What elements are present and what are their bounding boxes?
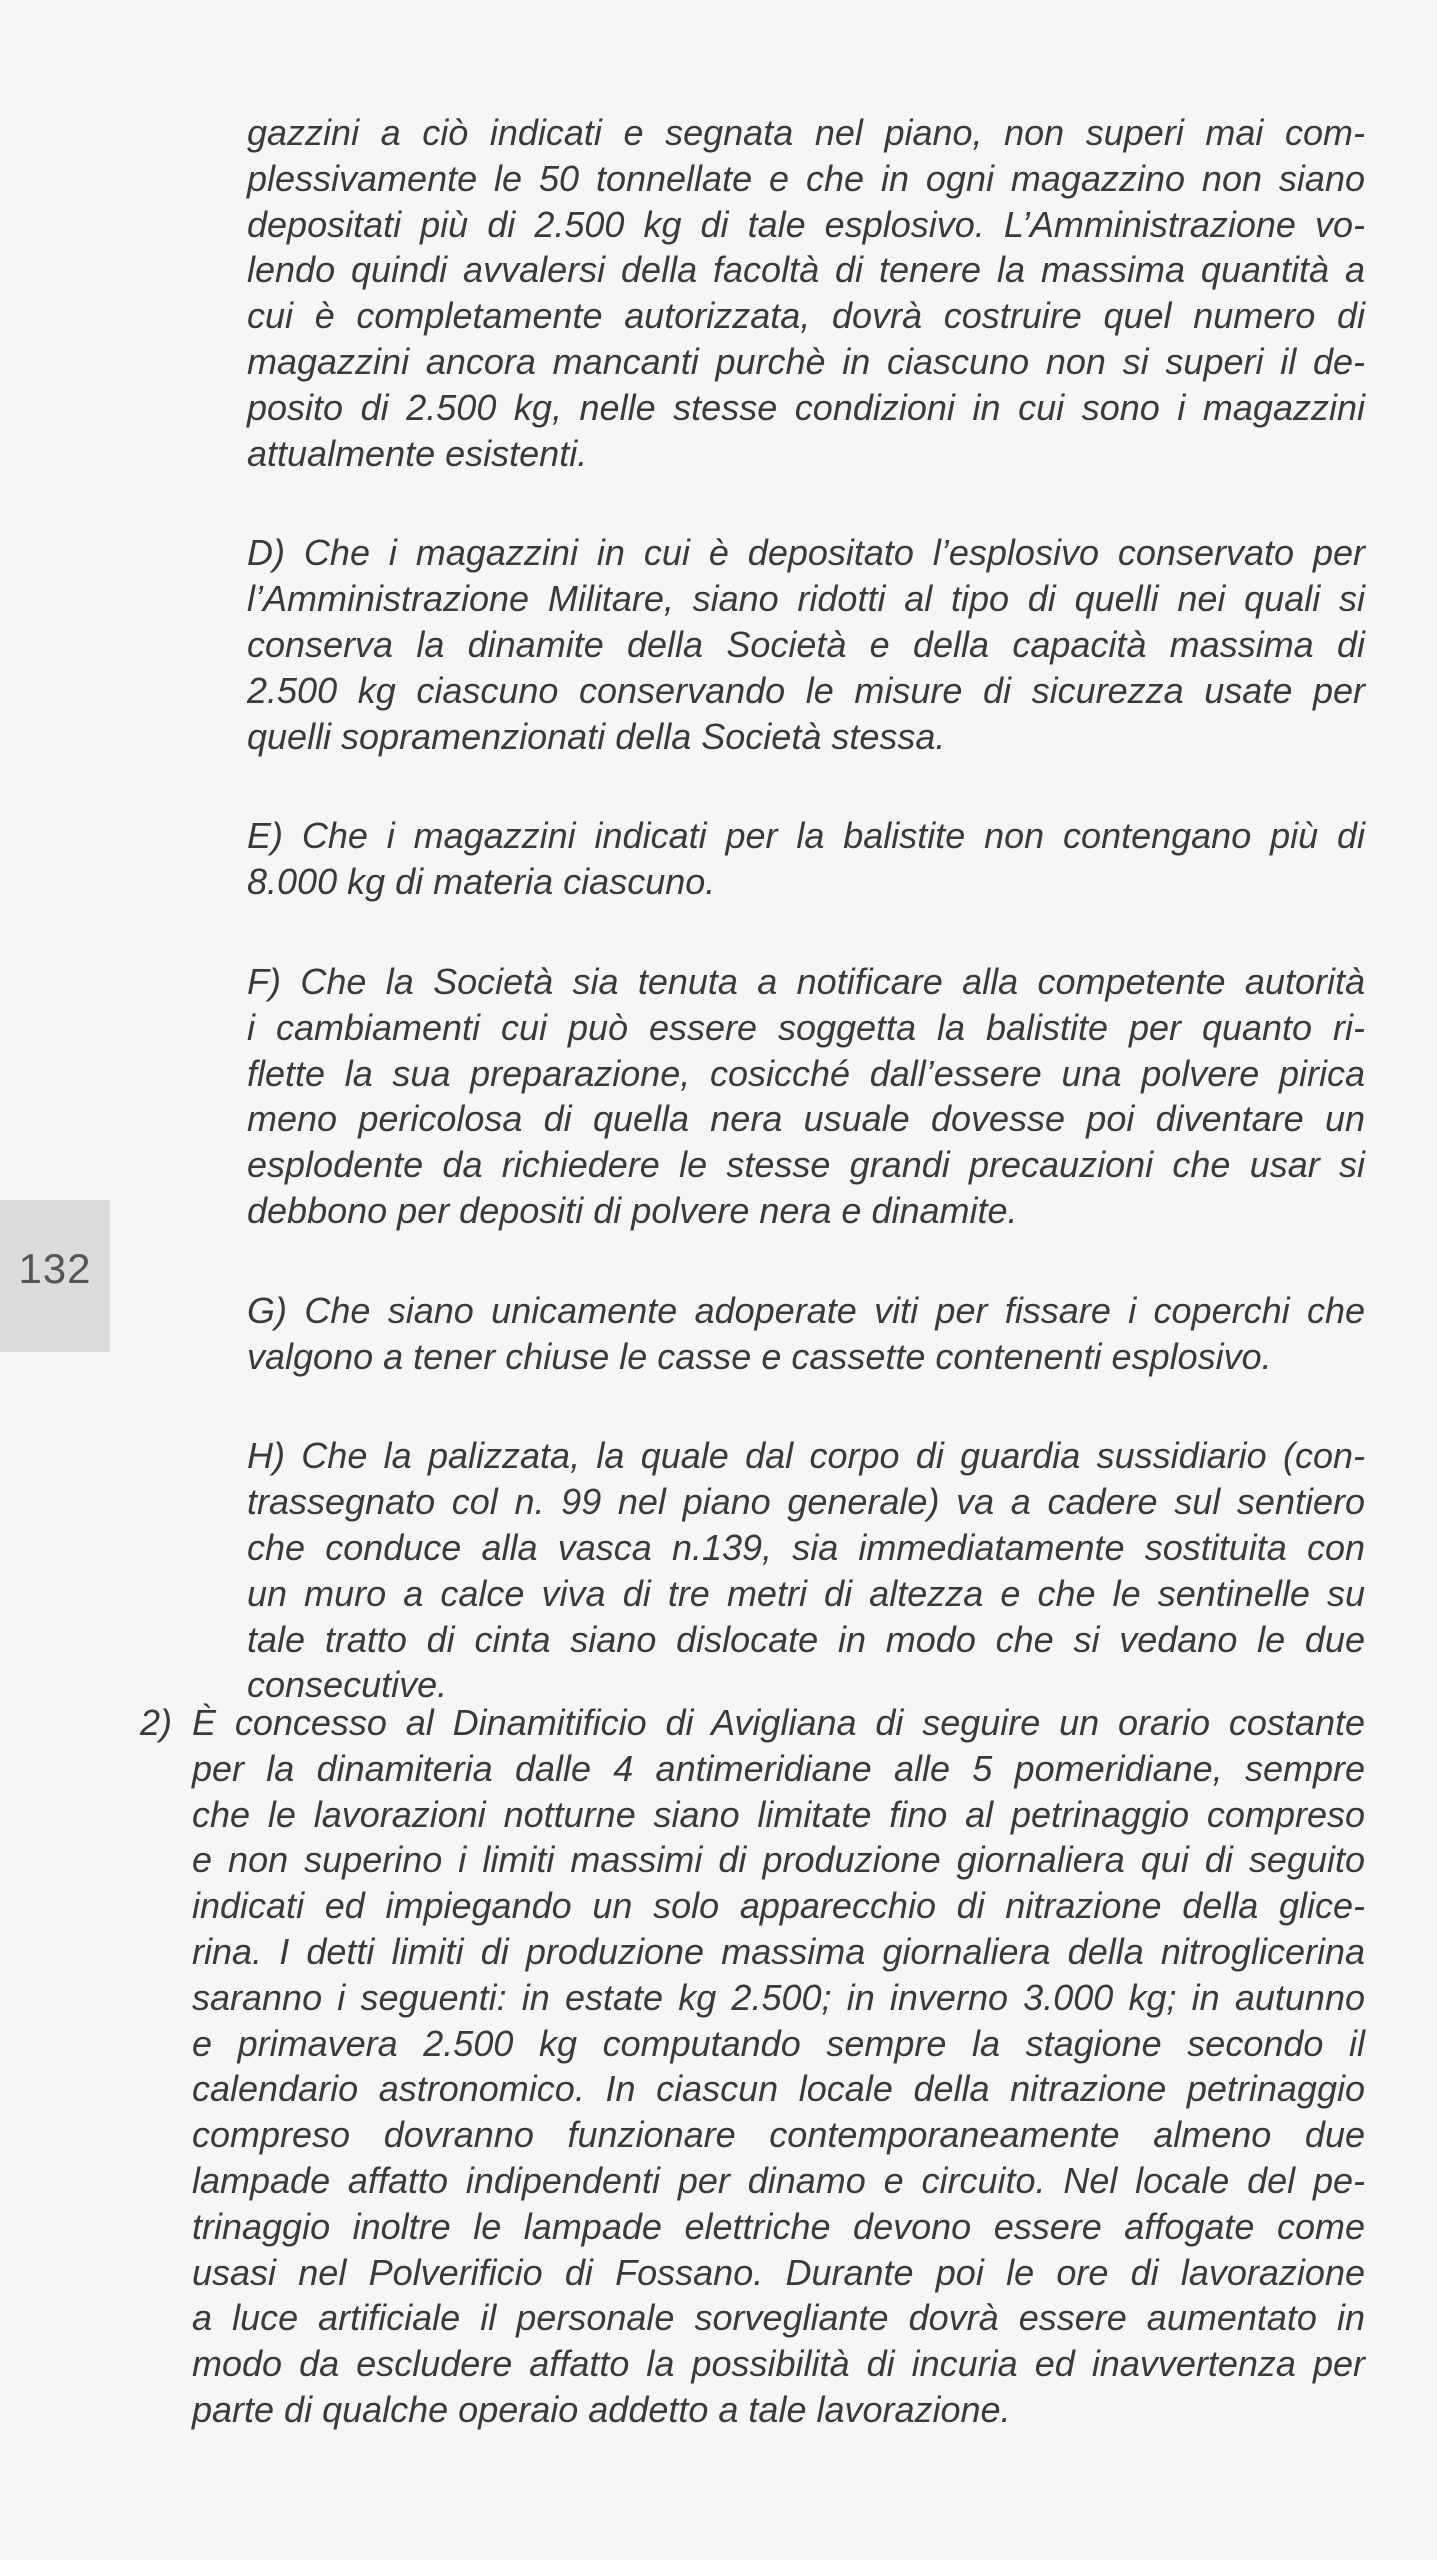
paragraph-c-continuation [247,110,1365,476]
text-line: lendo quindi avvalersi della facoltà di tenere la massima quantità a [247,249,1365,291]
text-line: posito di 2.500 kg, nelle stesse condizioni in cui sono i magazzini [247,386,1365,428]
text-line: E) Che i magazzini indicati per la balistite non contengano più di [247,815,1365,857]
paragraph-h [247,1433,1365,1708]
text-line: plessivamente le 50 tonnellate e che in ogni magazzino non siano [247,157,1365,199]
text-line: tale tratto di cinta siano dislocate in modo che si vedano le due [247,1618,1365,1660]
text-line: e non superino i limiti massimi di produzione giornaliera qui di seguito [192,1839,1365,1881]
text-line: per la dinamiteria dalle 4 antimeridiane alle 5 pomeridiane, sempre [192,1747,1365,1789]
text-line: conserva la dinamite della Società e della capacità massima di [247,623,1365,665]
text-line: D) Che i magazzini in cui è depositato l’esplosivo conservato per [247,532,1365,574]
text-line: debbono per depositi di polvere nera e dinamite. [247,1189,1018,1231]
text-line: lampade affatto indipendenti per dinamo e circuito. Nel locale del pe- [192,2159,1365,2201]
text-line: 2.500 kg ciascuno conservando le misure di sicurezza usate per [247,669,1365,711]
text-line: 8.000 kg di materia ciascuno. [247,861,716,903]
text-line: modo da escludere affatto la possibilità di incuria ed inavvertenza per [192,2343,1365,2385]
paragraph-d [247,530,1365,759]
text-line: valgono a tener chiuse le casse e cassette contenenti esplosivo. [247,1335,1272,1377]
text-line: calendario astronomico. In ciascun locale della nitrazione petrinaggio [192,2068,1365,2110]
paragraph-g [247,1288,1365,1380]
text-line: a luce artificiale il personale sorvegliante dovrà essere aumentato in [192,2297,1365,2339]
text-line: e primavera 2.500 kg computando sempre la stagione secondo il [192,2022,1365,2064]
paragraph-f [247,959,1365,1234]
text-line: compreso dovranno funzionare contemporaneamente almeno due [192,2114,1365,2156]
text-line: depositati più di 2.500 kg di tale esplosivo. L’Amministrazione vo- [247,203,1365,245]
text-line: esplodente da richiedere le stesse grandi precauzioni che usar si [247,1144,1365,1186]
text-line: È concesso al Dinamitificio di Avigliana di seguire un orario costante [192,1702,1365,1743]
text-line: cui è completamente autorizzata, dovrà costruire quel numero di [247,295,1365,337]
indented-paragraphs [247,110,1365,1708]
text-line: l’Amministrazione Militare, siano ridotti al tipo di quelli nei quali si [247,578,1365,620]
item-number: 2) [140,1702,173,1743]
text-line: che conduce alla vasca n.139, sia immediatamente sostituita con [247,1526,1365,1568]
text-line: parte di qualche operaio addetto a tale lavorazione. [192,2388,1011,2430]
item-body [192,1700,1365,2433]
text-line: rina. I detti limiti di produzione massima giornaliera della nitroglicerina [192,1930,1365,1972]
text-line: indicati ed impiegando un solo apparecchio di nitrazione della glice- [192,1885,1365,1927]
text-line: i cambiamenti cui può essere soggetta la balistite per quanto ri- [247,1006,1365,1048]
text-line: usasi nel Polverificio di Fossano. Durante poi le ore di lavorazione [192,2251,1365,2293]
text-line: magazzini ancora mancanti purchè in ciascuno non si superi il de- [247,340,1365,382]
text-line: meno pericolosa di quella nera usuale dovesse poi diventare un [247,1098,1365,1140]
paragraph-e [247,813,1365,905]
text-line: flette la sua preparazione, cosicché dall’essere una polvere pirica [247,1052,1365,1094]
text-line: saranno i seguenti: in estate kg 2.500; in inverno 3.000 kg; in autunno [192,1976,1365,2018]
text-line: H) Che la palizzata, la quale dal corpo di guardia sussidiario (con- [247,1435,1365,1477]
text-line: quelli sopramenzionati della Società stessa. [247,715,946,757]
text-line: attualmente esistenti. [247,432,588,474]
page-number: 132 [18,1245,92,1292]
text-line: gazzini a ciò indicati e segnata nel piano, non superi mai com- [247,112,1365,153]
text-line: trinaggio inoltre le lampade elettriche devono essere affogate come [192,2205,1365,2247]
text-line: F) Che la Società sia tenuta a notificare alla competente autorità [247,960,1365,1002]
text-line: un muro a calce viva di tre metri di altezza e che le sentinelle su [247,1572,1365,1614]
text-line: trassegnato col n. 99 nel piano generale) va a cadere sul sentiero [247,1481,1365,1523]
text-line: che le lavorazioni notturne siano limitate fino al petrinaggio compreso [192,1793,1365,1835]
text-line: G) Che siano unicamente adoperate viti per fissare i coperchi che [247,1289,1365,1331]
text-line: consecutive. [247,1664,448,1706]
